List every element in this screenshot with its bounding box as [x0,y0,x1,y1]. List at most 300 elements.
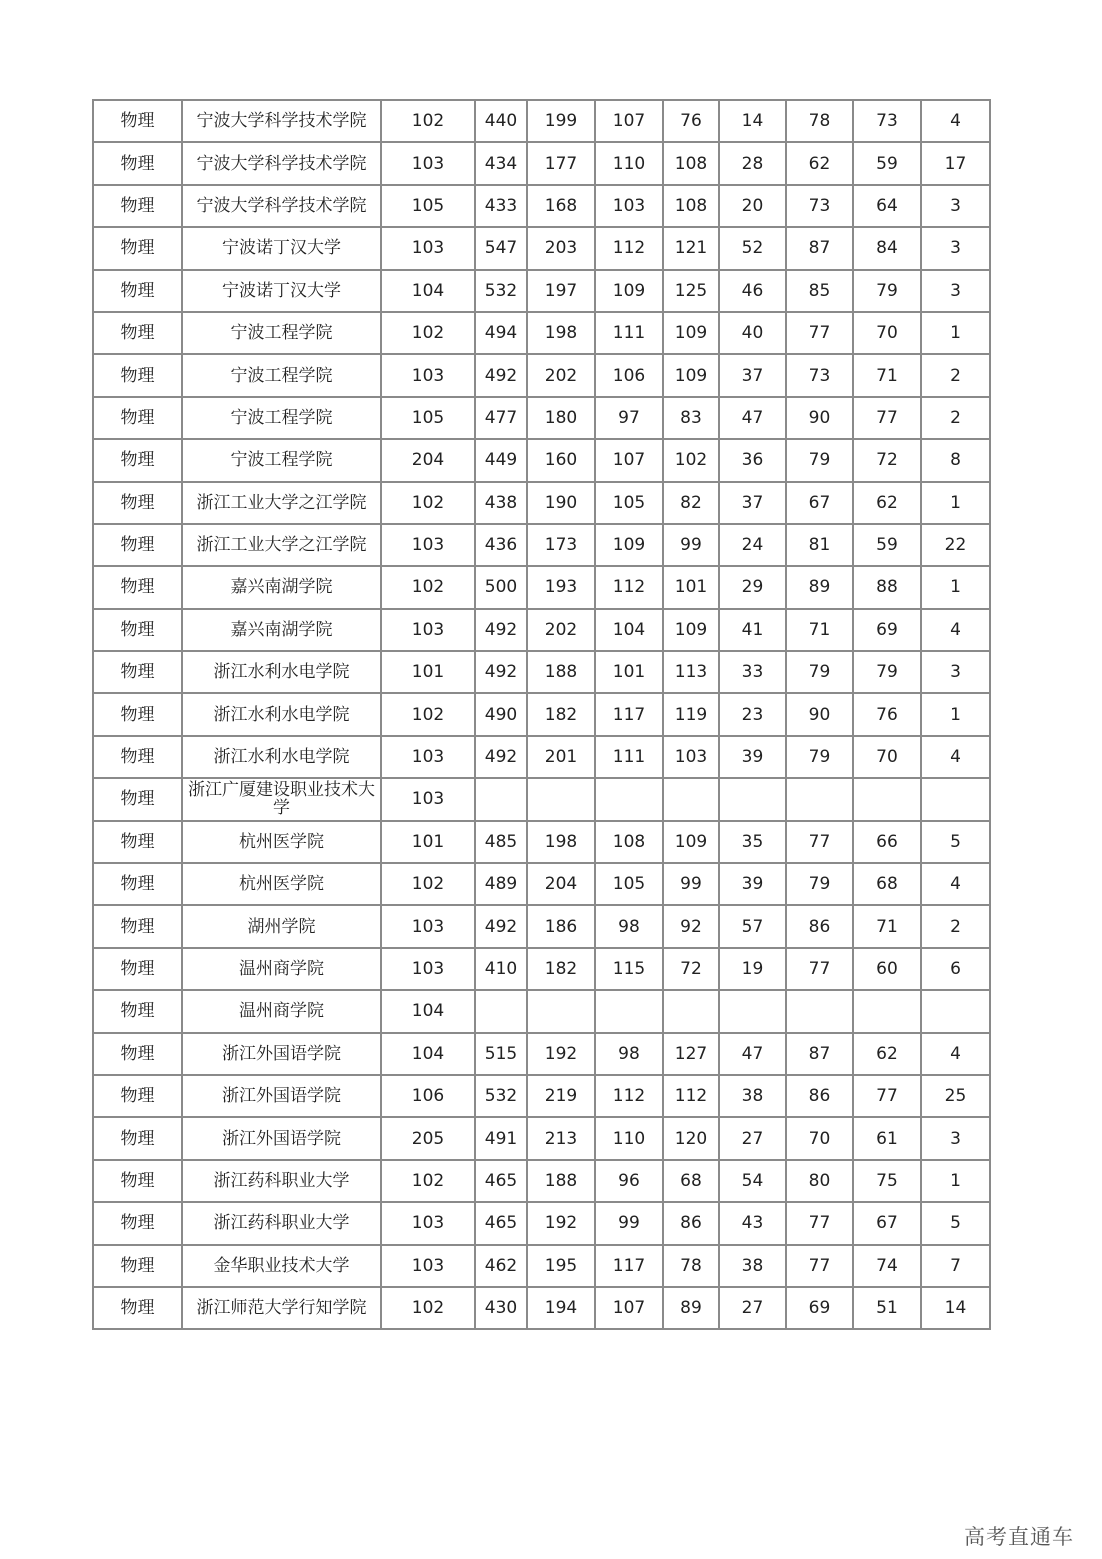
col-11-cell: 3 [921,185,990,227]
col-6-cell: 109 [595,270,663,312]
col-11-cell: 14 [921,1287,990,1329]
col-10-cell: 75 [853,1160,921,1202]
col-5-cell: 204 [527,863,595,905]
school-name-cell: 温州商学院 [182,948,381,990]
col-7-cell: 99 [663,524,719,566]
table-row [93,651,990,693]
col-5-cell: 160 [527,439,595,481]
col-7-cell [663,990,719,1032]
subject-cell: 物理 [93,524,182,566]
table-row [93,821,990,863]
col-10-cell: 62 [853,1033,921,1075]
col-10-cell: 71 [853,905,921,947]
subject-cell: 物理 [93,1287,182,1329]
col-10-cell: 68 [853,863,921,905]
table-row [93,566,990,608]
col-11-cell: 2 [921,354,990,396]
col-9-cell: 77 [786,948,853,990]
major-group-cell: 205 [381,1117,475,1159]
subject-cell: 物理 [93,905,182,947]
subject-cell: 物理 [93,270,182,312]
major-group-cell: 103 [381,948,475,990]
table-body [93,100,990,1329]
col-10-cell: 67 [853,1202,921,1244]
col-9-cell: 80 [786,1160,853,1202]
table-row [93,1075,990,1117]
major-group-cell: 204 [381,439,475,481]
major-group-cell: 103 [381,1245,475,1287]
col-4-cell: 492 [475,651,527,693]
table-row [93,524,990,566]
table-row [93,439,990,481]
col-5-cell: 202 [527,354,595,396]
col-6-cell: 98 [595,1033,663,1075]
col-4-cell: 434 [475,142,527,184]
col-4-cell: 492 [475,354,527,396]
col-11-cell: 2 [921,905,990,947]
major-group-cell: 101 [381,821,475,863]
col-6-cell: 111 [595,312,663,354]
col-6-cell: 101 [595,651,663,693]
table-row [93,1117,990,1159]
col-5-cell: 180 [527,397,595,439]
col-10-cell: 76 [853,693,921,735]
col-4-cell: 489 [475,863,527,905]
major-group-cell: 102 [381,1160,475,1202]
col-4-cell: 430 [475,1287,527,1329]
school-name-cell: 浙江水利水电学院 [182,651,381,693]
col-9-cell: 86 [786,1075,853,1117]
col-7-cell: 86 [663,1202,719,1244]
table-row [93,270,990,312]
major-group-cell: 106 [381,1075,475,1117]
major-group-cell: 102 [381,863,475,905]
col-6-cell: 99 [595,1202,663,1244]
col-4-cell: 490 [475,693,527,735]
col-7-cell: 109 [663,354,719,396]
col-9-cell [786,778,853,820]
col-11-cell: 4 [921,736,990,778]
col-9-cell: 79 [786,439,853,481]
subject-cell: 物理 [93,354,182,396]
col-11-cell: 4 [921,609,990,651]
major-group-cell: 104 [381,270,475,312]
col-7-cell: 72 [663,948,719,990]
col-7-cell: 83 [663,397,719,439]
col-11-cell: 6 [921,948,990,990]
col-4-cell: 492 [475,609,527,651]
col-8-cell: 23 [719,693,786,735]
table-row [93,863,990,905]
col-7-cell: 101 [663,566,719,608]
subject-cell: 物理 [93,312,182,354]
col-8-cell: 27 [719,1287,786,1329]
col-4-cell [475,778,527,820]
col-5-cell: 168 [527,185,595,227]
col-6-cell: 98 [595,905,663,947]
school-name-cell: 宁波大学科学技术学院 [182,100,381,142]
school-name-cell: 宁波诺丁汉大学 [182,270,381,312]
major-group-cell: 102 [381,482,475,524]
col-8-cell: 38 [719,1245,786,1287]
school-name-cell: 浙江外国语学院 [182,1075,381,1117]
col-11-cell: 5 [921,1202,990,1244]
col-6-cell: 108 [595,821,663,863]
col-5-cell: 190 [527,482,595,524]
major-group-cell: 103 [381,524,475,566]
col-8-cell: 37 [719,354,786,396]
col-6-cell: 96 [595,1160,663,1202]
col-9-cell: 87 [786,227,853,269]
major-group-cell: 103 [381,905,475,947]
col-5-cell: 213 [527,1117,595,1159]
col-9-cell: 78 [786,100,853,142]
school-name-cell: 浙江药科职业大学 [182,1202,381,1244]
col-9-cell: 70 [786,1117,853,1159]
col-10-cell: 77 [853,397,921,439]
school-name-cell: 湖州学院 [182,905,381,947]
col-4-cell: 462 [475,1245,527,1287]
col-9-cell: 77 [786,1202,853,1244]
score-table [92,99,991,1330]
col-11-cell: 22 [921,524,990,566]
school-name-cell: 浙江师范大学行知学院 [182,1287,381,1329]
col-5-cell [527,778,595,820]
school-name-cell: 金华职业技术大学 [182,1245,381,1287]
col-10-cell: 66 [853,821,921,863]
col-8-cell: 27 [719,1117,786,1159]
subject-cell: 物理 [93,142,182,184]
table-row [93,1202,990,1244]
col-5-cell: 195 [527,1245,595,1287]
col-11-cell: 17 [921,142,990,184]
col-5-cell: 219 [527,1075,595,1117]
col-6-cell: 104 [595,609,663,651]
col-5-cell: 194 [527,1287,595,1329]
col-9-cell: 77 [786,312,853,354]
col-4-cell [475,990,527,1032]
col-5-cell: 203 [527,227,595,269]
col-8-cell: 36 [719,439,786,481]
table-row [93,609,990,651]
col-4-cell: 494 [475,312,527,354]
col-4-cell: 547 [475,227,527,269]
col-6-cell: 115 [595,948,663,990]
col-10-cell: 61 [853,1117,921,1159]
subject-cell: 物理 [93,863,182,905]
col-9-cell: 85 [786,270,853,312]
col-8-cell: 24 [719,524,786,566]
subject-cell: 物理 [93,736,182,778]
col-8-cell: 40 [719,312,786,354]
col-5-cell [527,990,595,1032]
table-row [93,142,990,184]
col-4-cell: 449 [475,439,527,481]
col-10-cell: 59 [853,142,921,184]
col-7-cell: 108 [663,142,719,184]
col-9-cell: 87 [786,1033,853,1075]
col-8-cell: 47 [719,1033,786,1075]
col-5-cell: 192 [527,1033,595,1075]
col-8-cell: 39 [719,736,786,778]
col-8-cell: 37 [719,482,786,524]
col-11-cell: 1 [921,312,990,354]
col-10-cell: 71 [853,354,921,396]
subject-cell: 物理 [93,1202,182,1244]
col-11-cell: 3 [921,270,990,312]
col-10-cell [853,990,921,1032]
major-group-cell: 101 [381,651,475,693]
school-name-cell: 杭州医学院 [182,863,381,905]
watermark-text: 高考直通车 [964,1525,1074,1549]
school-name-cell: 浙江外国语学院 [182,1033,381,1075]
col-7-cell: 108 [663,185,719,227]
col-6-cell [595,778,663,820]
subject-cell: 物理 [93,609,182,651]
table-row [93,354,990,396]
col-4-cell: 532 [475,1075,527,1117]
subject-cell: 物理 [93,990,182,1032]
subject-cell: 物理 [93,821,182,863]
col-11-cell: 3 [921,227,990,269]
col-11-cell: 4 [921,1033,990,1075]
col-5-cell: 192 [527,1202,595,1244]
col-8-cell: 38 [719,1075,786,1117]
col-7-cell: 78 [663,1245,719,1287]
table-row [93,905,990,947]
col-6-cell: 105 [595,863,663,905]
subject-cell: 物理 [93,1160,182,1202]
col-9-cell: 62 [786,142,853,184]
col-11-cell [921,778,990,820]
col-10-cell: 73 [853,100,921,142]
major-group-cell: 102 [381,566,475,608]
col-5-cell: 202 [527,609,595,651]
col-7-cell: 89 [663,1287,719,1329]
col-7-cell: 76 [663,100,719,142]
school-name-cell: 浙江工业大学之江学院 [182,524,381,566]
school-name-cell: 宁波大学科学技术学院 [182,185,381,227]
col-9-cell [786,990,853,1032]
subject-cell: 物理 [93,778,182,820]
col-6-cell: 103 [595,185,663,227]
col-7-cell: 127 [663,1033,719,1075]
col-4-cell: 492 [475,905,527,947]
school-name-cell: 浙江外国语学院 [182,1117,381,1159]
col-6-cell [595,990,663,1032]
col-4-cell: 491 [475,1117,527,1159]
major-group-cell: 102 [381,100,475,142]
col-6-cell: 112 [595,566,663,608]
col-10-cell: 84 [853,227,921,269]
col-8-cell: 28 [719,142,786,184]
col-5-cell: 173 [527,524,595,566]
major-group-cell: 102 [381,312,475,354]
col-10-cell: 59 [853,524,921,566]
col-10-cell: 79 [853,270,921,312]
col-5-cell: 186 [527,905,595,947]
table-row [93,990,990,1032]
col-7-cell: 113 [663,651,719,693]
col-11-cell: 5 [921,821,990,863]
col-7-cell: 121 [663,227,719,269]
school-name-cell: 嘉兴南湖学院 [182,609,381,651]
subject-cell: 物理 [93,1075,182,1117]
col-4-cell: 465 [475,1202,527,1244]
school-name-cell: 宁波工程学院 [182,354,381,396]
col-8-cell: 14 [719,100,786,142]
col-11-cell: 3 [921,651,990,693]
col-7-cell: 82 [663,482,719,524]
col-4-cell: 477 [475,397,527,439]
col-7-cell: 109 [663,821,719,863]
subject-cell: 物理 [93,397,182,439]
col-9-cell: 79 [786,863,853,905]
col-10-cell: 60 [853,948,921,990]
col-10-cell [853,778,921,820]
col-4-cell: 515 [475,1033,527,1075]
col-9-cell: 86 [786,905,853,947]
col-4-cell: 492 [475,736,527,778]
school-name-cell: 浙江药科职业大学 [182,1160,381,1202]
col-4-cell: 433 [475,185,527,227]
col-11-cell: 1 [921,566,990,608]
col-4-cell: 436 [475,524,527,566]
col-5-cell: 177 [527,142,595,184]
subject-cell: 物理 [93,948,182,990]
school-name-cell: 宁波工程学院 [182,397,381,439]
major-group-cell: 103 [381,736,475,778]
col-9-cell: 73 [786,185,853,227]
school-name-cell: 浙江水利水电学院 [182,736,381,778]
col-5-cell: 182 [527,948,595,990]
col-6-cell: 107 [595,100,663,142]
col-8-cell: 52 [719,227,786,269]
col-8-cell: 29 [719,566,786,608]
col-7-cell: 119 [663,693,719,735]
table-row [93,312,990,354]
major-group-cell: 102 [381,1287,475,1329]
col-7-cell: 125 [663,270,719,312]
col-8-cell: 19 [719,948,786,990]
col-5-cell: 198 [527,312,595,354]
col-9-cell: 69 [786,1287,853,1329]
table-row [93,397,990,439]
col-8-cell: 47 [719,397,786,439]
table-row [93,1245,990,1287]
col-10-cell: 69 [853,609,921,651]
major-group-cell: 103 [381,354,475,396]
major-group-cell: 104 [381,1033,475,1075]
col-7-cell: 112 [663,1075,719,1117]
col-7-cell: 99 [663,863,719,905]
col-6-cell: 112 [595,1075,663,1117]
col-6-cell: 111 [595,736,663,778]
table-row [93,778,990,820]
subject-cell: 物理 [93,227,182,269]
school-name-cell: 浙江水利水电学院 [182,693,381,735]
col-6-cell: 117 [595,693,663,735]
col-10-cell: 79 [853,651,921,693]
col-7-cell: 102 [663,439,719,481]
col-4-cell: 410 [475,948,527,990]
col-7-cell: 109 [663,312,719,354]
col-4-cell: 465 [475,1160,527,1202]
subject-cell: 物理 [93,1245,182,1287]
col-8-cell [719,778,786,820]
col-8-cell [719,990,786,1032]
subject-cell: 物理 [93,1033,182,1075]
col-9-cell: 73 [786,354,853,396]
col-11-cell: 1 [921,1160,990,1202]
col-6-cell: 110 [595,1117,663,1159]
col-11-cell: 1 [921,693,990,735]
col-8-cell: 41 [719,609,786,651]
school-name-cell: 宁波诺丁汉大学 [182,227,381,269]
col-5-cell: 182 [527,693,595,735]
major-group-cell: 103 [381,142,475,184]
col-6-cell: 97 [595,397,663,439]
major-group-cell: 104 [381,990,475,1032]
col-6-cell: 105 [595,482,663,524]
col-8-cell: 43 [719,1202,786,1244]
col-8-cell: 39 [719,863,786,905]
school-name-cell: 宁波工程学院 [182,439,381,481]
school-name-cell: 嘉兴南湖学院 [182,566,381,608]
col-5-cell: 197 [527,270,595,312]
subject-cell: 物理 [93,566,182,608]
school-name-cell: 浙江广厦建设职业技术大学 [182,778,381,820]
col-10-cell: 74 [853,1245,921,1287]
table-row [93,1287,990,1329]
school-name-cell: 浙江工业大学之江学院 [182,482,381,524]
col-4-cell: 485 [475,821,527,863]
subject-cell: 物理 [93,1117,182,1159]
col-6-cell: 117 [595,1245,663,1287]
col-6-cell: 107 [595,1287,663,1329]
col-7-cell: 68 [663,1160,719,1202]
col-9-cell: 77 [786,821,853,863]
col-9-cell: 81 [786,524,853,566]
major-group-cell: 103 [381,609,475,651]
major-group-cell: 105 [381,185,475,227]
col-11-cell: 1 [921,482,990,524]
col-10-cell: 70 [853,736,921,778]
col-11-cell: 4 [921,863,990,905]
col-9-cell: 77 [786,1245,853,1287]
col-5-cell: 188 [527,651,595,693]
col-5-cell: 193 [527,566,595,608]
school-name-cell: 温州商学院 [182,990,381,1032]
subject-cell: 物理 [93,439,182,481]
major-group-cell: 102 [381,693,475,735]
col-8-cell: 57 [719,905,786,947]
col-10-cell: 77 [853,1075,921,1117]
col-6-cell: 106 [595,354,663,396]
col-9-cell: 90 [786,693,853,735]
col-10-cell: 51 [853,1287,921,1329]
col-8-cell: 46 [719,270,786,312]
col-5-cell: 188 [527,1160,595,1202]
col-11-cell: 2 [921,397,990,439]
col-5-cell: 198 [527,821,595,863]
col-7-cell: 103 [663,736,719,778]
school-name-cell: 宁波工程学院 [182,312,381,354]
col-9-cell: 79 [786,651,853,693]
col-9-cell: 90 [786,397,853,439]
subject-cell: 物理 [93,482,182,524]
subject-cell: 物理 [93,100,182,142]
